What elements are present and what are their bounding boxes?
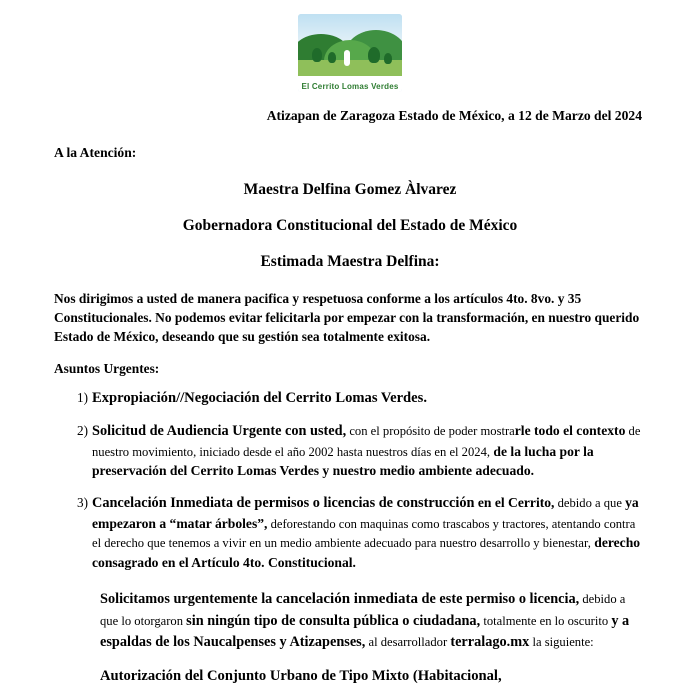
person-icon — [344, 50, 350, 66]
list-item-text-a: con el propósito de poder mostra — [346, 423, 515, 438]
request-part-6: totalmente en lo oscurito — [480, 613, 612, 628]
request-part-2: cancelación inmediata — [275, 590, 418, 607]
tree-icon — [368, 47, 380, 63]
list-item — [77, 421, 644, 481]
tree-icon — [312, 48, 322, 62]
attention-label: A la Atención: — [54, 145, 137, 161]
list-item-text-d: deforestando con maquinas como trascabos y tractores, atentando contra el derecho que tenemos a vivir en un medio ambiente adecuado para nuestro desarrollo y bienestar, — [92, 516, 636, 551]
list-item-text-c: ya empezaron a “matar árboles”, — [92, 495, 639, 531]
list-item-text: Expropiación//Negociación del Cerrito Lomas Verdes. — [92, 389, 427, 406]
recipient-name: Maestra Delfina Gomez Àlvarez — [243, 180, 457, 198]
request-part-5: sin ningún tipo de consulta pública o ciudadana, — [186, 612, 481, 629]
document-body — [0, 106, 700, 688]
list-item-number: 1) — [77, 389, 88, 405]
list-item-lead: Cancelación Inmediata de permisos o licencias de construcción — [92, 495, 475, 511]
el-cerrito-lomas-verdes-logo — [298, 14, 402, 92]
list-item-text-b: rle todo el contexto — [514, 422, 626, 438]
date-line: Atizapan de Zaragoza Estado de México, a 12 de Marzo del 2024 — [266, 108, 642, 123]
list-item-text-d: de la lucha por la preservación del Cerrito Lomas Verdes y nuestro medio ambiente adecuado. — [92, 443, 594, 479]
subject-label: Asuntos Urgentes: — [54, 360, 160, 376]
request-part-3: de este permiso o licencia, — [417, 590, 580, 607]
request-part-7: y a espaldas de los Naucalpenses y Atizapenses, — [100, 612, 630, 650]
recipient-title: Gobernadora Constitucional del Estado de México — [182, 216, 518, 234]
list-item-text-c: de nuestro movimiento, iniciado desde el año 2002 hasta nuestros días en el 2024, — [92, 423, 641, 459]
request-part-10: la siguiente: — [529, 634, 594, 649]
list-item-text-e: derecho consagrado en el Artículo 4to. Constitucional. — [92, 535, 641, 571]
list-item — [77, 388, 644, 409]
list-item-text-b: debido a que — [554, 496, 626, 510]
list-item — [77, 493, 644, 573]
request-part-1: Solicitamos urgentemente la — [100, 590, 276, 607]
list-item-number: 3) — [77, 495, 88, 510]
list-item-lead: Solicitud de Audiencia Urgente con usted, — [92, 422, 347, 439]
intro-paragraph: Nos dirigimos a usted de manera pacifica y respetuosa conforme a los artículos 4to. 8vo. y 35 Constitucionales. No podemos evitar felicitarla por empezar con la transformación, en nuestro querido Estado de México, deseando que su gestión sea totalmente exitosa. — [54, 290, 640, 344]
tree-icon — [384, 53, 392, 64]
tree-icon — [328, 52, 336, 63]
logo-caption: El Cerrito Lomas Verdes — [301, 82, 399, 91]
developer-link[interactable]: terralago.mx — [450, 633, 530, 650]
urgent-items-list — [56, 388, 644, 573]
request-paragraph — [100, 589, 644, 653]
salutation: Estimada Maestra Delfina: — [260, 252, 440, 270]
list-item-number: 2) — [77, 422, 88, 438]
final-paragraph: Autorización del Conjunto Urbano de Tipo Mixto (Habitacional, — [100, 668, 502, 685]
request-part-8: al desarrollador — [365, 634, 451, 649]
logo-container — [0, 0, 700, 92]
request-part-4: debido a que lo otorgaron — [100, 591, 626, 628]
list-item-text-a: en el Cerrito, — [474, 495, 555, 510]
